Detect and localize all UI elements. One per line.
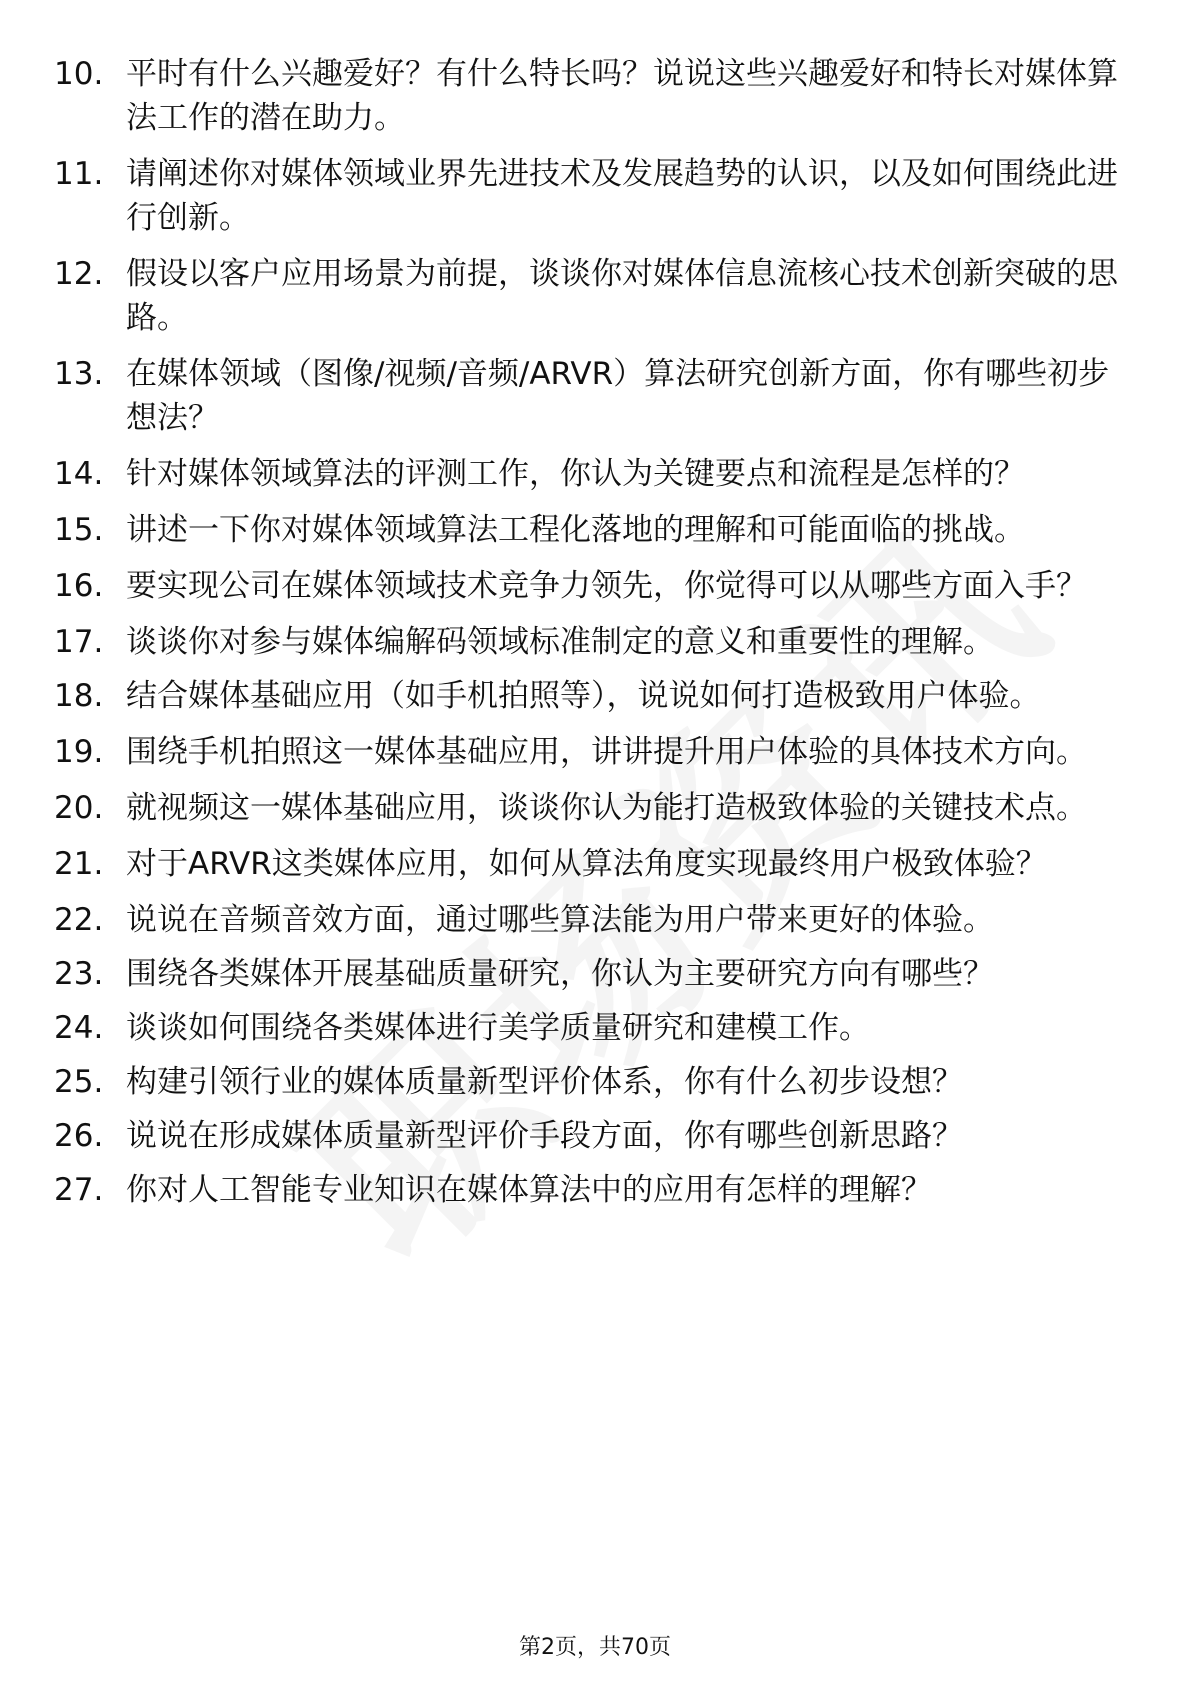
question-number: 13. [54, 356, 104, 392]
question-text: 要实现公司在媒体领域技术竞争力领先，你觉得可以从哪些方面入手？ [126, 568, 1087, 604]
question-text: 就视频这一媒体基础应用，谈谈你认为能打造极致体验的关键技术点。 [126, 790, 1087, 826]
list-item [54, 730, 1124, 774]
question-number: 11. [54, 156, 104, 192]
list-item [54, 352, 1124, 440]
question-number: 25. [54, 1064, 104, 1100]
list-item [54, 1168, 1124, 1212]
question-number: 21. [54, 846, 104, 882]
question-text: 请阐述你对媒体领域业界先进技术及发展趋势的认识，以及如何围绕此进行创新。 [126, 156, 1118, 236]
question-number: 18. [54, 678, 104, 714]
question-text: 围绕各类媒体开展基础质量研究，你认为主要研究方向有哪些？ [126, 956, 994, 992]
list-item [54, 786, 1124, 830]
list-item [54, 1006, 1124, 1050]
question-number: 19. [54, 734, 104, 770]
question-text: 你对人工智能专业知识在媒体算法中的应用有怎样的理解？ [126, 1172, 932, 1208]
list-item [54, 1114, 1124, 1158]
list-item [54, 952, 1124, 996]
question-list [54, 52, 1124, 1222]
question-number: 27. [54, 1172, 104, 1208]
question-text: 谈谈如何围绕各类媒体进行美学质量研究和建模工作。 [126, 1010, 870, 1046]
list-item [54, 898, 1124, 942]
question-text: 说说在音频音效方面，通过哪些算法能为用户带来更好的体验。 [126, 902, 994, 938]
question-text: 围绕手机拍照这一媒体基础应用，讲讲提升用户体验的具体技术方向。 [126, 734, 1087, 770]
question-text: 假设以客户应用场景为前提，谈谈你对媒体信息流核心技术创新突破的思路。 [126, 256, 1118, 336]
question-number: 14. [54, 456, 104, 492]
question-text: 平时有什么兴趣爱好？有什么特长吗？说说这些兴趣爱好和特长对媒体算法工作的潜在助力。 [126, 56, 1118, 136]
list-item [54, 674, 1124, 718]
question-text: 谈谈你对参与媒体编解码领域标准制定的意义和重要性的理解。 [126, 624, 994, 660]
question-number: 23. [54, 956, 104, 992]
question-number: 17. [54, 624, 104, 660]
question-number: 26. [54, 1118, 104, 1154]
question-number: 20. [54, 790, 104, 826]
question-text: 说说在形成媒体质量新型评价手段方面，你有哪些创新思路？ [126, 1118, 963, 1154]
question-text: 讲述一下你对媒体领域算法工程化落地的理解和可能面临的挑战。 [126, 512, 1025, 548]
list-item [54, 620, 1124, 664]
question-text: 对于ARVR这类媒体应用，如何从算法角度实现最终用户极致体验？ [126, 846, 1047, 882]
question-number: 15. [54, 512, 104, 548]
question-text: 在媒体领域（图像/视频/音频/ARVR）算法研究创新方面，你有哪些初步想法？ [126, 356, 1110, 436]
list-item [54, 452, 1124, 496]
question-text: 构建引领行业的媒体质量新型评价体系，你有什么初步设想？ [126, 1064, 963, 1100]
list-item [54, 564, 1124, 608]
question-number: 10. [54, 56, 104, 92]
question-number: 16. [54, 568, 104, 604]
question-text: 针对媒体领域算法的评测工作，你认为关键要点和流程是怎样的？ [126, 456, 1025, 492]
list-item [54, 252, 1124, 340]
list-item [54, 508, 1124, 552]
question-text: 结合媒体基础应用（如手机拍照等），说说如何打造极致用户体验。 [126, 678, 1041, 714]
list-item [54, 52, 1124, 140]
question-number: 24. [54, 1010, 104, 1046]
question-number: 12. [54, 256, 104, 292]
page-number: 第2页，共70页 [519, 1635, 671, 1660]
list-item [54, 152, 1124, 240]
question-number: 22. [54, 902, 104, 938]
list-item [54, 1060, 1124, 1104]
list-item [54, 842, 1124, 886]
